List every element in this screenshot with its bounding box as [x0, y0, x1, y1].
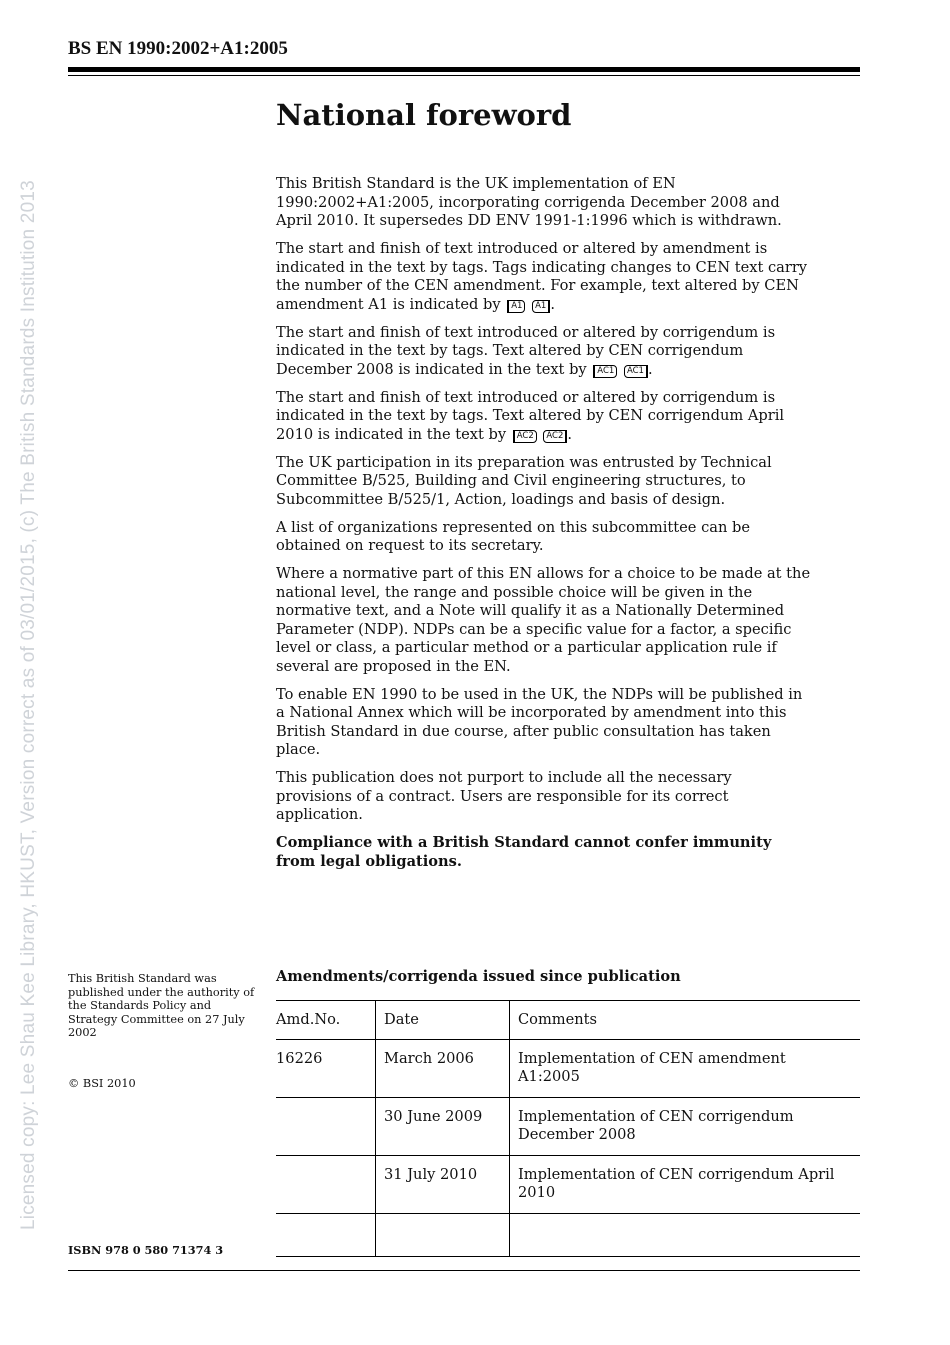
ac1-close-tag-icon: AC1	[624, 365, 648, 378]
paragraph-compliance: Compliance with a British Standard cannot confer immunity from legal obligations.	[276, 834, 772, 870]
publication-authority-note: This British Standard was published under the authority of the Standards Policy and Strategy Committee on 27 July 2002	[68, 972, 255, 1039]
table-row	[276, 1039, 860, 1097]
cell-date: 30 June 2009	[376, 1097, 510, 1155]
license-watermark: Licensed copy: Lee Shau Kee Library, HKUST, Version correct as of 03/01/2015, (c) The British Standards Institution 2013	[18, 180, 39, 1230]
period: .	[647, 360, 653, 378]
amendments-heading: Amendments/corrigenda issued since publication	[276, 968, 681, 985]
paragraph-contract-provisions: This publication does not purport to include all the necessary provisions of a contract. Users are responsible for its correct application.	[276, 769, 732, 823]
cell-comments	[510, 1213, 861, 1256]
column-header-comments: Comments	[510, 1001, 861, 1040]
paragraph-uk-participation: The UK participation in its preparation was entrusted by Technical Committee B/525, Building and Civil engineering structures, to Subcommittee B/525/1, Action, loadings and basis of design.	[276, 453, 772, 508]
cell-amd-no	[276, 1213, 376, 1256]
ac1-open-tag-icon: AC1	[593, 365, 617, 378]
ac2-open-tag-icon: AC2	[513, 430, 537, 443]
paragraph-implementation: This British Standard is the UK implementation of EN 1990:2002+A1:2005, incorporating corrigenda December 2008 and April 2010. It supersedes DD ENV 1991-1:1996 which is withdrawn.	[276, 175, 782, 229]
column-header-amd-no: Amd.No.	[276, 1001, 376, 1040]
paragraph-corrigendum-2008-text: The start and finish of text introduced or altered by corrigendum is indicated in the text by tags. Text altered by CEN corrigendum December 2008 is indicated in the text by	[276, 323, 776, 378]
page-title: National foreword	[276, 98, 572, 132]
cell-date	[376, 1213, 510, 1256]
copyright-notice: © BSI 2010	[68, 1077, 136, 1090]
paragraph-ndp: Where a normative part of this EN allows for a choice to be made at the national level, the range and possible choice will be given in the normative text, and a Note will qualify it as a Nationally Determined Parameter (NDP). NDPs can be a specific value for a factor, a specific level or class, a particular method or a particular application rule if several are proposed in the EN.	[276, 565, 811, 675]
table-row	[276, 1097, 860, 1155]
cell-amd-no	[276, 1097, 376, 1155]
table-header-row	[276, 1001, 860, 1040]
cell-date: 31 July 2010	[376, 1155, 510, 1213]
paragraph-corrigendum-2010	[276, 389, 811, 445]
paragraph-corrigendum-2008	[276, 324, 811, 380]
foreword-body	[276, 175, 811, 881]
footer-rule	[68, 1270, 860, 1271]
header-thick-rule	[68, 67, 860, 72]
period: .	[550, 295, 555, 313]
cell-amd-no: 16226	[276, 1039, 376, 1097]
document-code-header: BS EN 1990:2002+A1:2005	[68, 38, 288, 59]
a1-close-tag-icon: A1	[532, 300, 550, 313]
paragraph-corrigendum-2010-text: The start and finish of text introduced or altered by corrigendum is indicated in the text by tags. Text altered by CEN corrigendum April 2010 is indicated in the text by	[276, 388, 785, 443]
cell-comments: Implementation of CEN corrigendum December 2008	[510, 1097, 861, 1155]
table-row	[276, 1213, 860, 1256]
a1-open-tag-icon: A1	[507, 300, 525, 313]
period: .	[567, 425, 573, 443]
ac2-close-tag-icon: AC2	[543, 430, 567, 443]
cell-date: March 2006	[376, 1039, 510, 1097]
cell-comments: Implementation of CEN corrigendum April 2010	[510, 1155, 861, 1213]
header-thin-rule	[68, 75, 860, 76]
paragraph-national-annex: To enable EN 1990 to be used in the UK, the NDPs will be published in a National Annex which will be incorporated by amendment into this British Standard in due course, after public consultation has taken place.	[276, 685, 803, 758]
paragraph-amendment-tags-text: The start and finish of text introduced or altered by amendment is indicated in the text by tags. Tags indicating changes to CEN text carry the number of the CEN amendment. For example, text altered by CEN amendment A1 is indicated by	[276, 240, 808, 313]
isbn-number: ISBN 978 0 580 71374 3	[68, 1243, 224, 1257]
amendments-table	[276, 1000, 860, 1257]
cell-comments: Implementation of CEN amendment A1:2005	[510, 1039, 861, 1097]
column-header-date: Date	[376, 1001, 510, 1040]
table-row	[276, 1155, 860, 1213]
paragraph-organizations: A list of organizations represented on this subcommittee can be obtained on request to its secretary.	[276, 518, 750, 554]
cell-amd-no	[276, 1155, 376, 1213]
paragraph-amendment-tags	[276, 240, 811, 314]
